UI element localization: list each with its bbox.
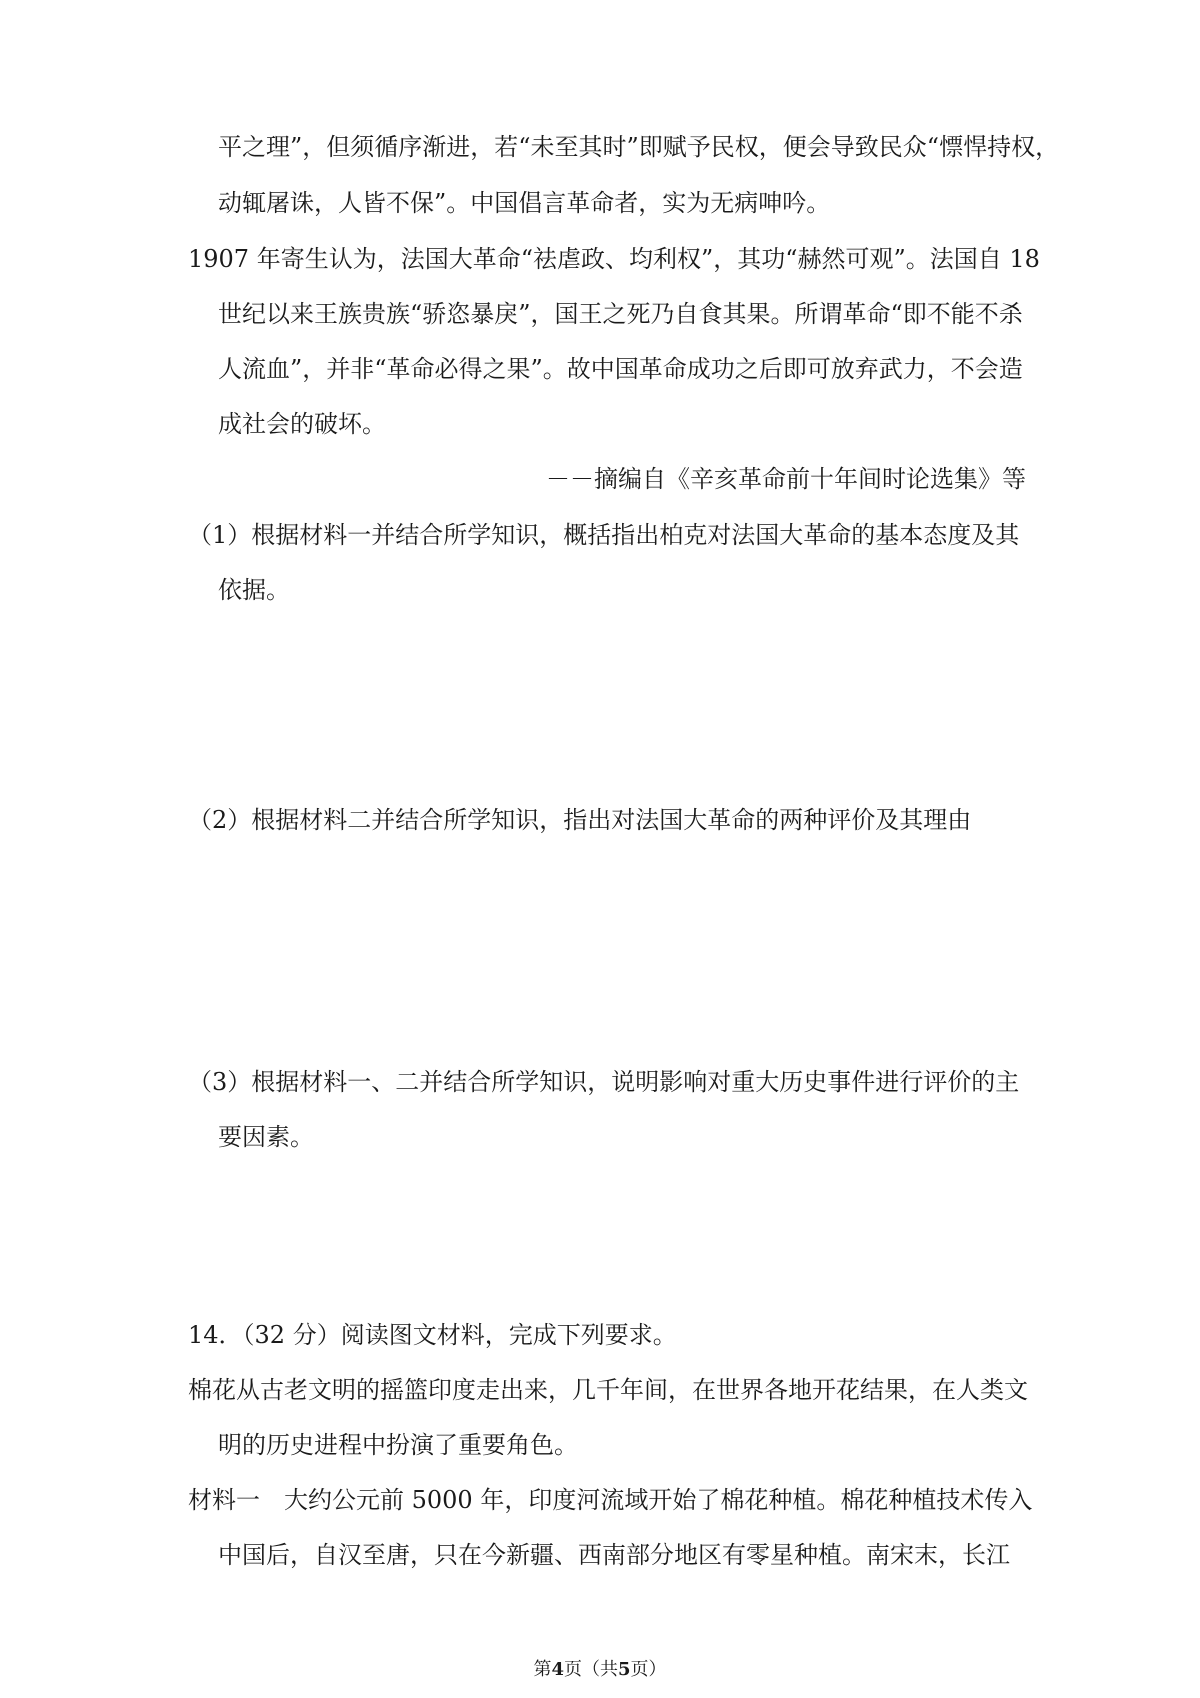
paragraph-line: 动辄屠诛，人皆不保”。中国倡言革命者，实为无病呻吟。 xyxy=(218,189,831,217)
question-1-cont: 依据。 xyxy=(218,576,290,604)
intro-line: 明的历史进程中扮演了重要角色。 xyxy=(218,1431,578,1459)
intro-line: 棉花从古老文明的摇篮印度走出来，几千年间，在世界各地开花结果，在人类文 xyxy=(188,1376,1028,1404)
footer-suffix: 页） xyxy=(630,1659,667,1680)
material-1-line: 材料一 大约公元前 5000 年，印度河流域开始了棉花种植。棉花种植技术传入 xyxy=(188,1486,1033,1514)
question-3: （3）根据材料一、二并结合所学知识，说明影响对重大历史事件进行评价的主 xyxy=(188,1068,1020,1096)
question-3-cont: 要因素。 xyxy=(218,1123,314,1151)
material-1-line: 中国后，自汉至唐，只在今新疆、西南部分地区有零星种植。南宋末，长江 xyxy=(218,1541,1010,1569)
paragraph-line: 世纪以来王族贵族“骄恣暴戾”，国王之死乃自食其果。所谓革命“即不能不杀 xyxy=(218,300,1023,328)
question-14-title: 14．（32 分）阅读图文材料，完成下列要求。 xyxy=(188,1321,677,1349)
footer-prefix: 第 xyxy=(533,1659,552,1680)
source-citation: －－摘编自《辛亥革命前十年间时论选集》等 xyxy=(546,465,1026,493)
footer-mid: 页（共 xyxy=(564,1659,618,1680)
footer-page-number: 4 xyxy=(551,1659,564,1680)
question-2: （2）根据材料二并结合所学知识，指出对法国大革命的两种评价及其理由 xyxy=(188,806,972,834)
paragraph-line: 1907 年寄生认为，法国大革命“祛虐政、均利权”，其功“赫然可观”。法国自 18 xyxy=(188,245,1040,273)
question-1: （1）根据材料一并结合所学知识，概括指出柏克对法国大革命的基本态度及其 xyxy=(188,521,1020,549)
page-footer xyxy=(0,1658,1200,1682)
paragraph-line: 成社会的破坏。 xyxy=(218,410,386,438)
paragraph-line: 平之理”，但须循序渐进，若“未至其时”即赋予民权，便会导致民众“慓悍持权， xyxy=(218,133,1060,161)
paragraph-line: 人流血”，并非“革命必得之果”。故中国革命成功之后即可放弃武力，不会造 xyxy=(218,355,1023,383)
footer-total-pages: 5 xyxy=(618,1659,631,1680)
